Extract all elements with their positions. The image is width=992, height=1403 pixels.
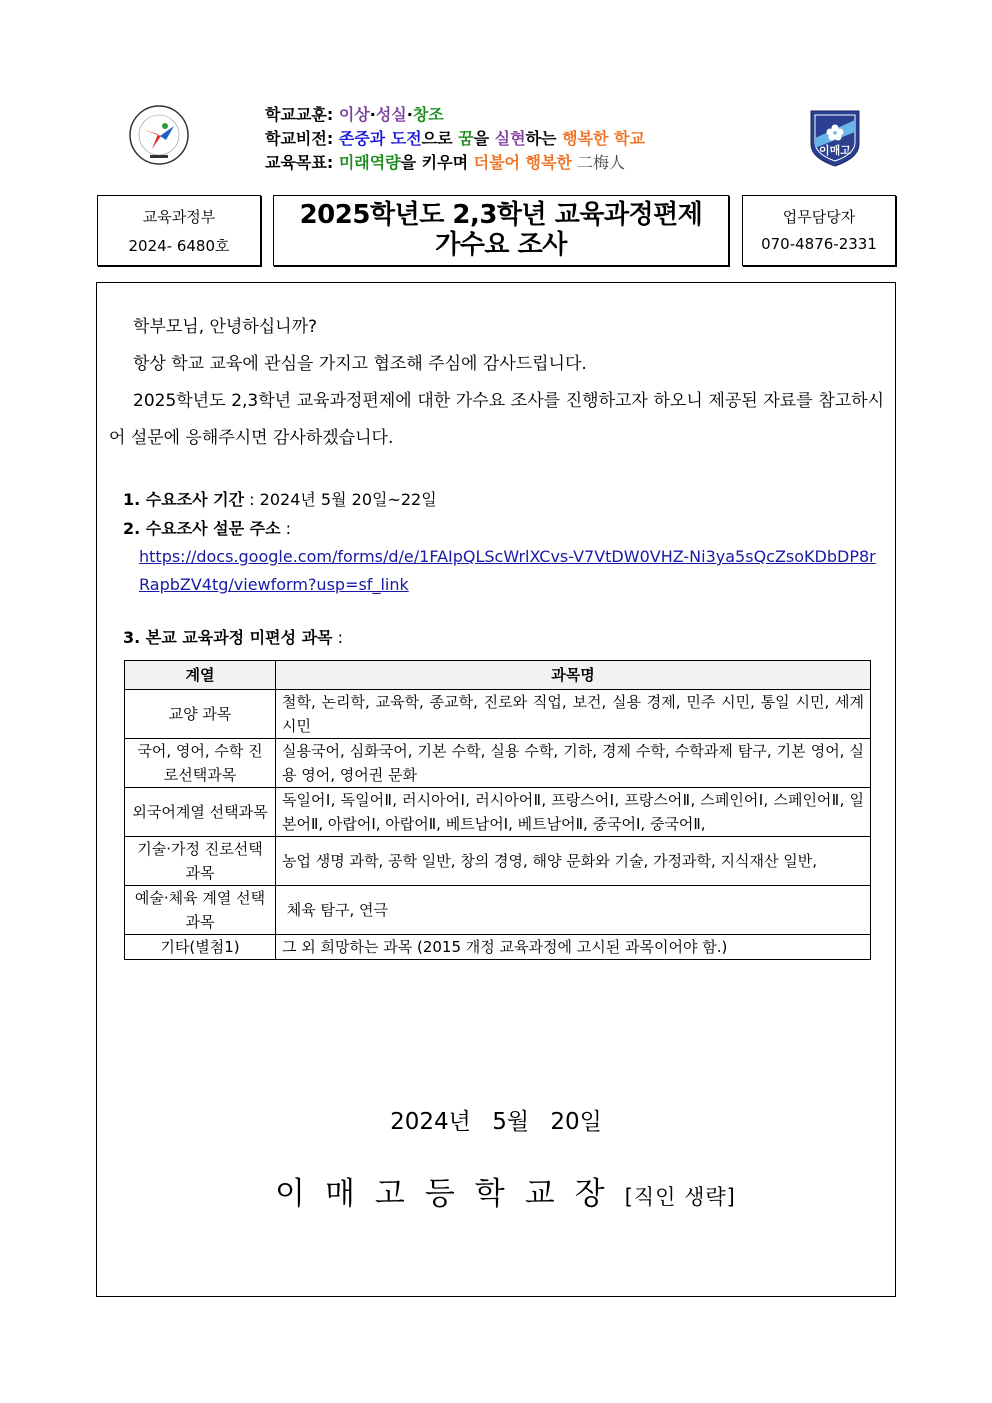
category-cell: 외국어계열 선택과목 [125, 788, 276, 837]
column-header-category: 계열 [125, 661, 276, 690]
school-shield-icon [808, 108, 862, 168]
table-header-row [125, 661, 871, 690]
school-mottos [265, 103, 645, 175]
page-title-line1: 2025학년도 2,3학년 교육과정편제 [299, 200, 703, 230]
survey-url-label: 2. 수요조사 설문 주소 [123, 519, 281, 538]
table-row [125, 739, 871, 788]
subjects-cell: 실용국어, 심화국어, 기본 수학, 실용 수학, 기하, 경제 수학, 수학과제 탐구, 기본 영어, 실용 영어, 영어권 문화 [276, 739, 871, 788]
intro-text: 2025학년도 2,3학년 교육과정편제에 대한 가수요 조사를 진행하고자 하오니 제공된 자료를 참고하시어 설문에 응해주시면 감사하겠습니다. [109, 391, 884, 448]
title-box [273, 195, 729, 266]
contact-box [742, 195, 896, 266]
table-row [125, 690, 871, 739]
page-title-line2: 가수요 조사 [435, 230, 567, 260]
category-cell: 예술·체육 계열 선택과목 [125, 886, 276, 935]
principal-signature [275, 1168, 736, 1213]
subjects-cell: 농업 생명 과학, 공학 일반, 창의 경영, 해양 문화와 기술, 가정과학, 지식재산 일반, [276, 837, 871, 886]
subjects-cell: 그 외 희망하는 과목 (2015 개정 교육과정에 고시된 과목이어야 함.) [276, 935, 871, 960]
department-box [97, 195, 261, 266]
survey-form-link[interactable]: https://docs.google.com/forms/d/e/1FAIpQLScWrlXCvs-V7VtDW0VHZ-Ni3ya5sQcZsoKDbDP8rRapbZV4tg/viewform?usp=sf_link [139, 547, 876, 594]
subjects-cell: 체육 탐구, 연극 [276, 886, 871, 935]
table-row [125, 935, 871, 960]
survey-period-label: 1. 수요조사 기간 [123, 490, 245, 509]
contact-phone: 070-4876-2331 [761, 235, 877, 253]
subjects-cell: 독일어Ⅰ, 독일어Ⅱ, 러시아어Ⅰ, 러시아어Ⅱ, 프랑스어Ⅰ, 프랑스어Ⅱ, 스페인어Ⅰ, 스페인어Ⅱ, 일본어Ⅱ, 아랍어Ⅰ, 아랍어Ⅱ, 베트남어Ⅰ, 베트남어Ⅱ, 중국어Ⅰ, 중국어Ⅱ, [276, 788, 871, 837]
education-office-logo [128, 104, 190, 166]
school-emblem [808, 108, 862, 168]
table-row [125, 886, 871, 935]
thanks-text: 항상 학교 교육에 관심을 가지고 협조해 주심에 감사드립니다. [133, 354, 587, 374]
category-cell: 교양 과목 [125, 690, 276, 739]
document-date: 2024년 5월 20일 [390, 1109, 602, 1135]
motto-education-goal: 교육목표: 미래역량을 키우며 더불어 행복한 二梅人 [265, 153, 626, 172]
greeting-text: 학부모님, 안녕하십니까? [133, 317, 318, 337]
survey-period [123, 486, 437, 514]
subjects-table [124, 660, 871, 960]
motto-school-precept: 학교교훈: 이상·성실·창조 [265, 105, 444, 124]
table-row [125, 788, 871, 837]
survey-url-heading: 2. 수요조사 설문 주소 : [123, 519, 292, 538]
category-cell: 국어, 영어, 수학 진로선택과목 [125, 739, 276, 788]
contact-label: 업무담당자 [782, 208, 856, 226]
survey-period-value: : 2024년 5월 20일~22일 [244, 490, 437, 509]
unassigned-subjects-label: 3. 본교 교육과정 미편성 과목 [123, 628, 333, 647]
subjects-cell: 철학, 논리학, 교육학, 종교학, 진로와 직업, 보건, 실용 경제, 민주 시민, 통일 시민, 세계 시민 [276, 690, 871, 739]
document-number: 2024- 6480호 [128, 237, 230, 255]
column-header-subjects: 과목명 [276, 661, 871, 690]
svg-text:이매고: 이매고 [819, 144, 851, 157]
signature-text: 이매고등학교장 [275, 1176, 625, 1212]
category-cell: 기술·가정 진로선택과목 [125, 837, 276, 886]
motto-school-vision: 학교비전: 존중과 도전으로 꿈을 실현하는 행복한 학교 [265, 129, 645, 148]
seal-omitted-note: [직인 생략] [624, 1185, 736, 1209]
unassigned-subjects-heading: 3. 본교 교육과정 미편성 과목 : [123, 628, 343, 647]
category-cell: 기타(별첨1) [125, 935, 276, 960]
education-office-emblem-icon [128, 104, 190, 166]
letter-body [96, 282, 896, 1297]
table-row [125, 837, 871, 886]
department-name: 교육과정부 [142, 208, 216, 226]
